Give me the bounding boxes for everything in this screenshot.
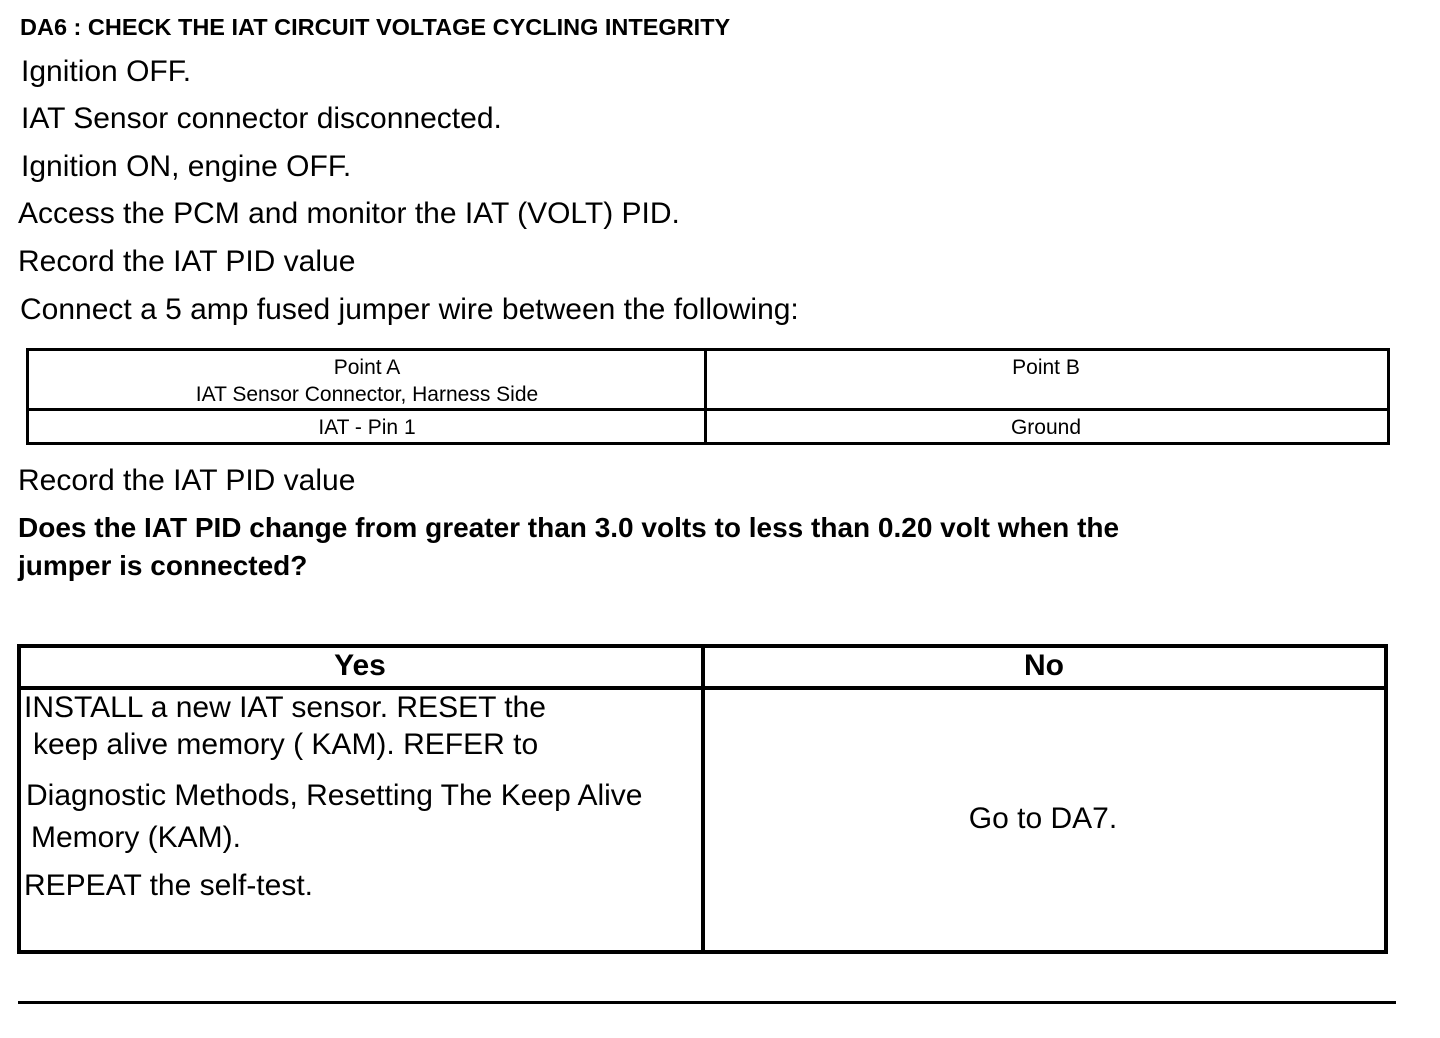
yes-action-line: INSTALL a new IAT sensor. RESET the bbox=[24, 691, 546, 724]
yes-action-line: keep alive memory ( KAM). REFER to bbox=[33, 728, 539, 761]
bottom-divider bbox=[18, 1001, 1396, 1004]
header-point-a: Point A bbox=[333, 356, 401, 379]
yes-action-line: REPEAT the self-test. bbox=[24, 869, 313, 902]
step-record-pid-again: Record the IAT PID value bbox=[18, 464, 356, 497]
yes-action-line: Diagnostic Methods, Resetting The Keep Alive bbox=[26, 779, 643, 812]
header-point-a-detail: IAT Sensor Connector, Harness Side bbox=[195, 383, 539, 406]
question-line-1: Does the IAT PID change from greater than 3.0 volts to less than 0.20 volt when the bbox=[18, 512, 1120, 543]
cell-point-b: Ground bbox=[1010, 416, 1082, 439]
header-point-b: Point B bbox=[1012, 356, 1080, 379]
no-header: No bbox=[1024, 649, 1064, 682]
question-line-2: jumper is connected? bbox=[18, 550, 308, 581]
cell-point-a: IAT - Pin 1 bbox=[318, 416, 416, 439]
yes-header: Yes bbox=[334, 649, 386, 682]
step-ignition-on: Ignition ON, engine OFF. bbox=[21, 150, 352, 183]
step-access-pcm: Access the PCM and monitor the IAT (VOLT) PID. bbox=[18, 197, 680, 230]
yes-action-line: Memory (KAM). bbox=[31, 821, 241, 854]
page-title: DA6 : CHECK THE IAT CIRCUIT VOLTAGE CYCLING INTEGRITY bbox=[20, 14, 731, 40]
step-record-pid: Record the IAT PID value bbox=[18, 245, 356, 278]
no-action-goto-da7[interactable]: Go to DA7. bbox=[968, 802, 1118, 835]
step-connect-jumper: Connect a 5 amp fused jumper wire between the following: bbox=[20, 293, 799, 326]
step-disconnect-sensor: IAT Sensor connector disconnected. bbox=[21, 102, 502, 135]
step-ignition-off: Ignition OFF. bbox=[21, 55, 192, 88]
